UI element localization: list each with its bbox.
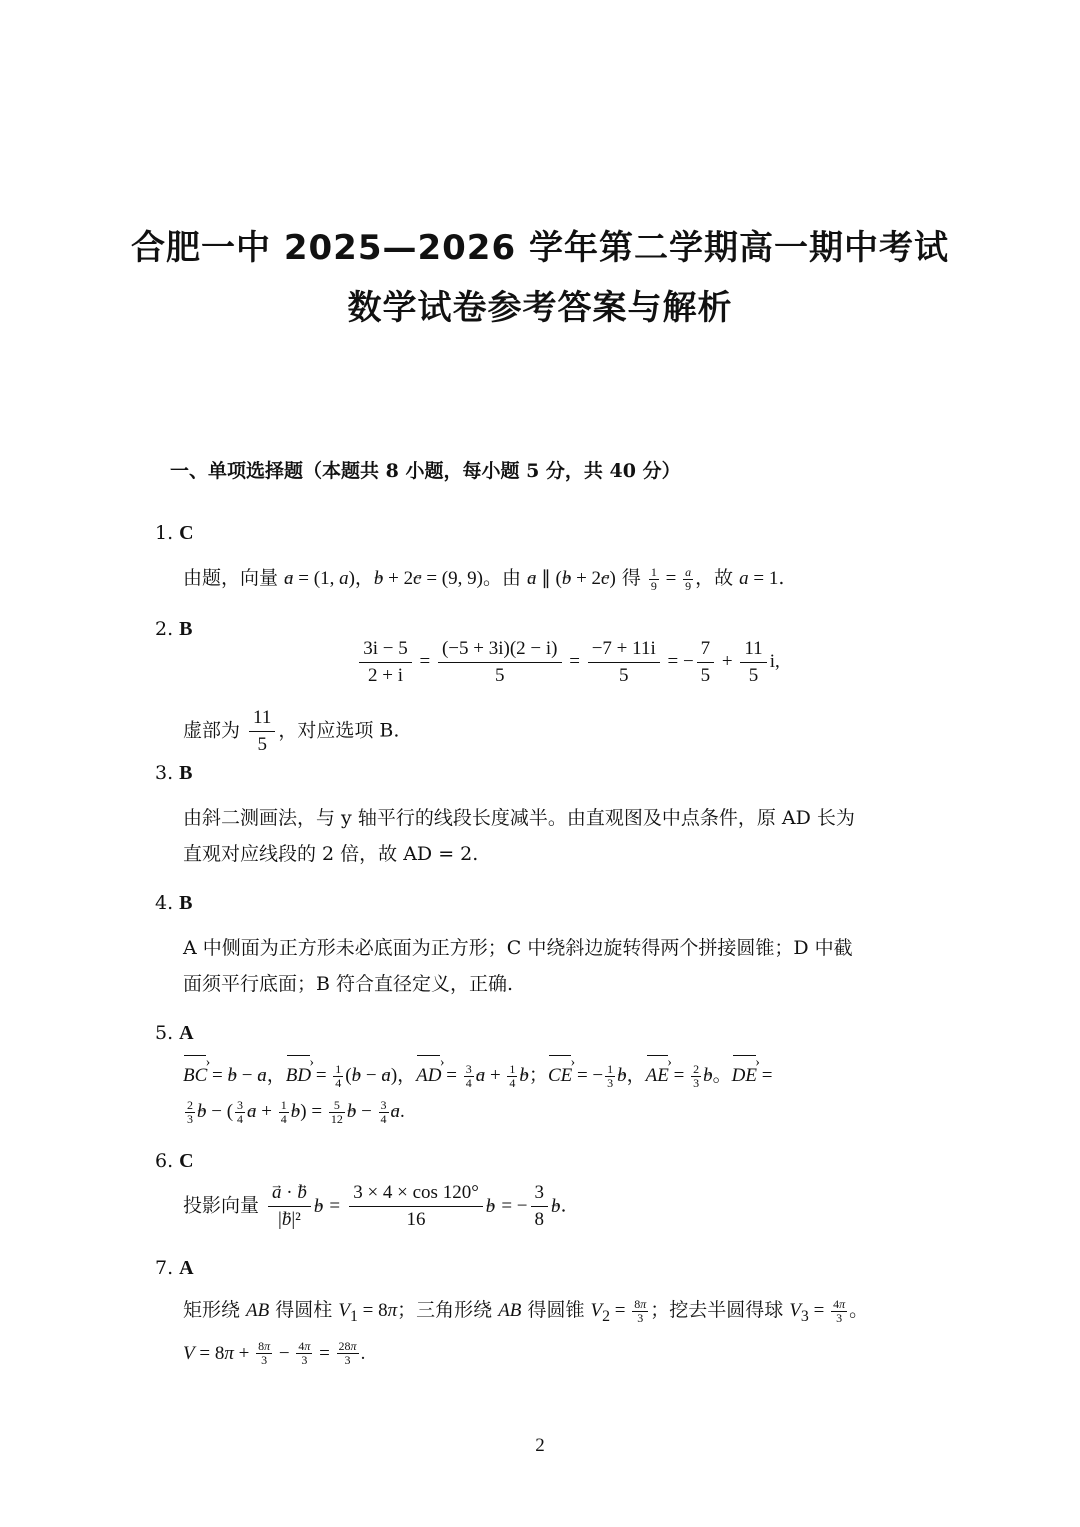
question-6-header bbox=[155, 1150, 194, 1173]
document-title-line1: 合肥一中 2025—2026 学年第二学期高一期中考试 bbox=[131, 228, 949, 268]
question-answer: B bbox=[179, 762, 193, 784]
question-2-equation: $\frac{3i - 5}{2 + i}$ = $\frac{(-5 + 3i)(2 - i)}{5}$ = $\frac{-7 + 11i}{5}$ = − $\frac{7}{5}$ + $\frac{11}{5}$ i, bbox=[183, 636, 953, 689]
question-number: 7. bbox=[155, 1257, 174, 1279]
question-5-solution: › BC = b → − a →，› BD = $\frac{1}{4}$ (b → − a →)，› AD = $\frac{3}{4}$ a → + $\frac{1}{4}$ b →；› CE = − $\frac{1}{3}$ b →，› AE = $\frac{2}{3}$ b →。› DE = $\frac{2}{3}$ b → − ( $\frac{3}{4}$ a → + $\frac{1}{4}$ b →) = $\frac{5}{12}$ b → − $\frac{3}{4}$ a →. bbox=[183, 1058, 953, 1130]
question-1-header bbox=[155, 522, 194, 545]
question-number: 3. bbox=[155, 762, 174, 784]
question-number: 6. bbox=[155, 1150, 174, 1172]
section-heading: 一、单项选择题（本题共 8 小题，每小题 5 分，共 40 分） bbox=[170, 460, 681, 482]
question-number: 5. bbox=[155, 1022, 174, 1044]
question-number: 4. bbox=[155, 892, 174, 914]
question-7-solution: 矩形绕 AB 得圆柱 $V_1 = 8\pi$；三角形绕 AB 得圆锥 $V_2$ = $\frac{8\pi}{3}$ ；挖去半圆得球 $V_3$ = $\frac{4\pi}{3}$ 。 V = 8π + $\frac{8\pi}{3}$ − $\frac{4\pi}{3}$ = $\frac{28\pi}{3}$ . bbox=[183, 1296, 869, 1368]
document-title-line2: 数学试卷参考答案与解析 bbox=[347, 288, 733, 328]
question-answer: A bbox=[179, 1257, 194, 1279]
question-1-solution: 由题，向量 a → = (1, a)，b → + 2c → = (9, 9)。由 a → ∥ (b → + 2c →) 得 $\frac{1}{9}$ = $\frac{a}{9}$ ，故 a = 1. bbox=[183, 560, 953, 597]
question-answer: B bbox=[179, 618, 193, 640]
question-number: 2. bbox=[155, 618, 174, 640]
question-answer: A bbox=[179, 1022, 194, 1044]
question-6-solution: 投影向量 $\frac{a \to \cdot b \to}{\text{|b →|²}}$ b → = $\frac{3 \times 4 \times \cos 120^\circ}{16}$ b → = − $\frac{3}{8}$ b →. bbox=[183, 1180, 953, 1233]
question-answer: B bbox=[179, 892, 193, 914]
question-number: 1. bbox=[155, 522, 174, 544]
question-answer: C bbox=[179, 1150, 194, 1172]
question-4-solution: A 中侧面为正方形未必底面为正方形；C 中绕斜边旋转得两个拼接圆锥；D 中截 面须平行底面；B 符合直径定义，正确. bbox=[183, 937, 853, 995]
question-3-solution: 由斜二测画法，与 y 轴平行的线段长度减半。由直观图及中点条件，原 AD 长为 直观对应线段的 2 倍，故 AD = 2. bbox=[183, 807, 855, 865]
question-3-header bbox=[155, 762, 192, 785]
page-number: 2 bbox=[535, 1435, 545, 1456]
question-5-header bbox=[155, 1022, 194, 1045]
question-4-header bbox=[155, 892, 192, 915]
question-2-solution: 虚部为 $\frac{11}{5}$ ，对应选项 B. bbox=[183, 707, 400, 755]
question-answer: C bbox=[179, 522, 194, 544]
question-7-header bbox=[155, 1257, 194, 1280]
